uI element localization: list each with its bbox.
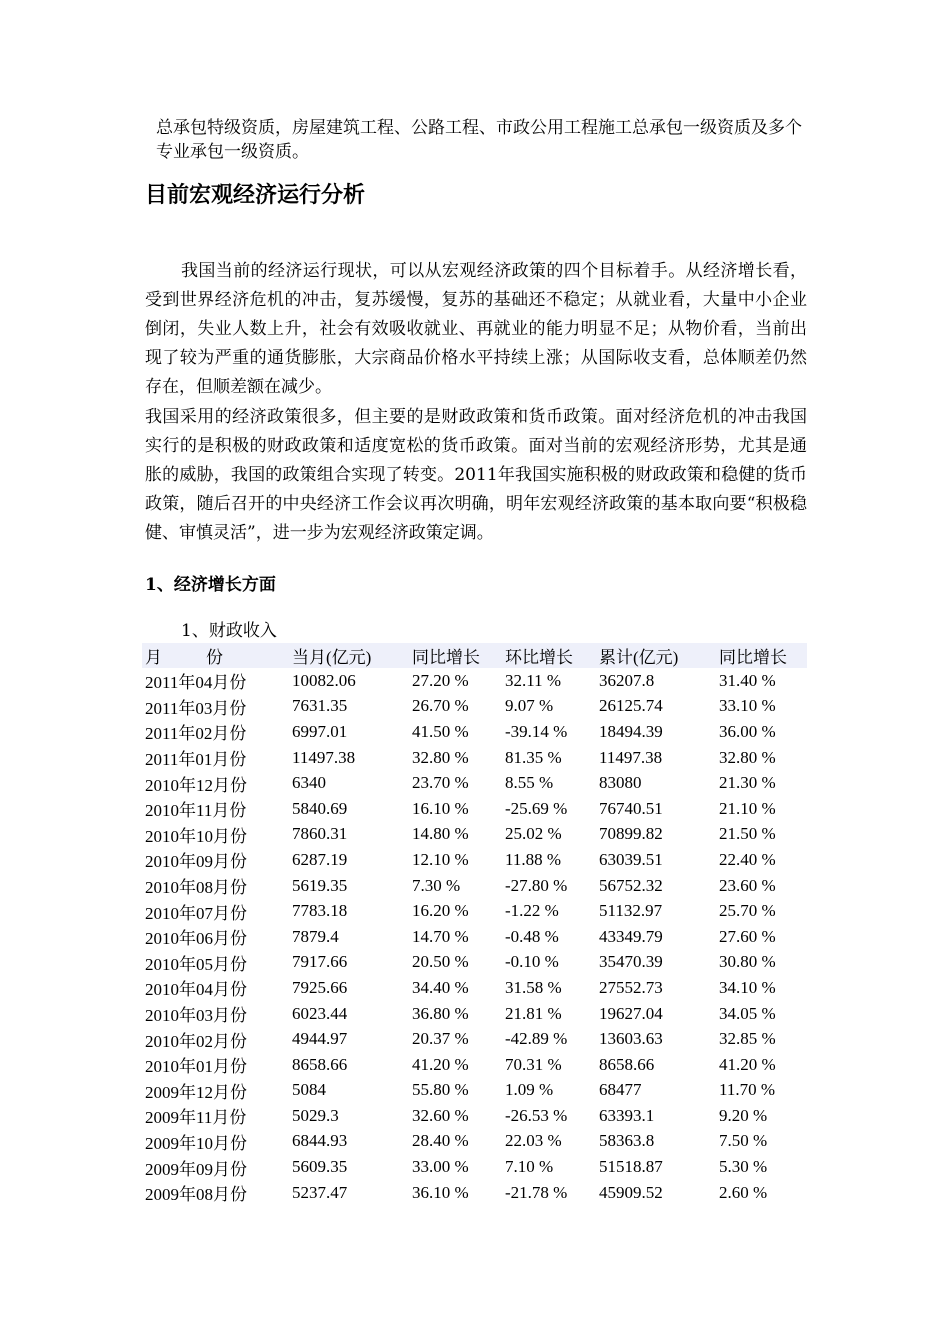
header-month	[142, 643, 289, 668]
cell-mom: 9.07 %	[505, 696, 554, 716]
cell-mom: -0.48 %	[505, 926, 559, 946]
cell-month: 2011年03月份	[145, 698, 247, 718]
cell-mom: 22.03 %	[505, 1131, 562, 1151]
cell-mom: 1.09 %	[505, 1080, 554, 1100]
cell-current: 5084	[292, 1080, 326, 1100]
cell-month: 2010年11月份	[145, 801, 247, 821]
cell-month: 2009年12月份	[145, 1082, 247, 1102]
cell-yoy: 27.20 %	[412, 670, 469, 690]
cell-current: 5029.3	[292, 1105, 339, 1125]
cell-yoy: 20.50 %	[412, 952, 469, 972]
cell-yoy: 55.80 %	[412, 1080, 469, 1100]
cell-cumulative: 58363.8	[599, 1131, 655, 1151]
table-row	[142, 745, 807, 771]
cell-mom: -0.10 %	[505, 952, 559, 972]
cell-yoy: 16.10 %	[412, 798, 469, 818]
cell-current: 7879.4	[292, 926, 339, 946]
cell-month: 2010年03月份	[145, 1006, 247, 1026]
cell-cumulative-yoy: 21.50 %	[719, 824, 776, 844]
cell-cumulative: 70899.82	[599, 824, 663, 844]
cell-cumulative-yoy: 41.20 %	[719, 1054, 776, 1074]
cell-mom: 81.35 %	[505, 747, 562, 767]
header-month-b: 份	[206, 648, 223, 667]
cell-cumulative: 8658.66	[599, 1054, 655, 1074]
header-current: 当月(亿元)	[292, 648, 372, 667]
cell-mom: 21.81 %	[505, 1003, 562, 1023]
cell-cumulative: 26125.74	[599, 696, 663, 716]
cell-mom: -1.22 %	[505, 901, 559, 921]
cell-month: 2011年04月份	[145, 673, 247, 693]
cell-current: 11497.38	[292, 747, 356, 767]
cell-cumulative: 68477	[599, 1080, 642, 1100]
cell-month: 2009年11月份	[145, 1108, 247, 1128]
table-row	[142, 770, 807, 796]
cell-month: 2010年09月份	[145, 852, 247, 872]
cell-yoy: 41.50 %	[412, 721, 469, 741]
cell-current: 6997.01	[292, 721, 348, 741]
cell-current: 5609.35	[292, 1157, 348, 1177]
cell-month: 2009年09月份	[145, 1159, 247, 1179]
cell-month: 2010年01月份	[145, 1057, 247, 1077]
table-row	[142, 898, 807, 924]
cell-month: 2010年08月份	[145, 878, 247, 898]
cell-cumulative-yoy: 9.20 %	[719, 1105, 768, 1125]
cell-current: 4944.97	[292, 1029, 348, 1049]
cell-current: 5619.35	[292, 875, 348, 895]
cell-cumulative-yoy: 21.10 %	[719, 798, 776, 818]
paragraph-economic-status: 我国当前的经济运行现状，可以从宏观经济政策的四个目标着手。从经济增长看，受到世界经济危机的冲击，复苏缓慢，复苏的基础还不稳定；从就业看，大量中小企业倒闭，失业人数上升，社会有效吸收就业、再就业的能力明显不足；从物价看，当前出现了较为严重的通货膨胀，大宗商品价格水平持续上涨；从国际收支看，总体顺差仍然存在，但顺差额在减少。	[145, 261, 807, 397]
cell-mom: -42.89 %	[505, 1029, 568, 1049]
cell-mom: 32.11 %	[505, 670, 562, 690]
table-row	[142, 1001, 807, 1027]
cell-month: 2010年02月份	[145, 1031, 247, 1051]
cell-month: 2010年04月份	[145, 980, 247, 1000]
paragraph-economic-policy: 我国采用的经济政策很多，但主要的是财政政策和货币政策。面对经济危机的冲击我国实行的是积极的财政政策和适度宽松的货币政策。面对当前的宏观经济形势，尤其是通胀的威胁，我国的政策组合实现了转变。2011年我国实施积极的财政政策和稳健的货币政策，随后召开的中央经济工作会议再次明确，明年宏观经济政策的基本取向要“积极稳健、审慎灵活”，进一步为宏观经济政策定调。	[145, 407, 807, 543]
header-yoy: 同比增长	[412, 648, 480, 667]
cell-month: 2011年01月份	[145, 750, 247, 770]
cell-cumulative: 27552.73	[599, 977, 663, 997]
cell-month: 2010年05月份	[145, 954, 247, 974]
cell-cumulative-yoy: 5.30 %	[719, 1157, 768, 1177]
cell-cumulative-yoy: 36.00 %	[719, 721, 776, 741]
cell-cumulative: 11497.38	[599, 747, 663, 767]
cell-mom: -39.14 %	[505, 721, 568, 741]
table-row	[142, 1052, 807, 1078]
cell-cumulative: 43349.79	[599, 926, 663, 946]
cell-cumulative-yoy: 23.60 %	[719, 875, 776, 895]
header-month-a: 月	[145, 648, 162, 667]
cell-month: 2009年08月份	[145, 1185, 247, 1205]
cell-mom: 25.02 %	[505, 824, 562, 844]
cell-mom: -27.80 %	[505, 875, 568, 895]
cell-cumulative: 51132.97	[599, 901, 663, 921]
cell-current: 7631.35	[292, 696, 348, 716]
cell-yoy: 33.00 %	[412, 1157, 469, 1177]
cell-cumulative: 76740.51	[599, 798, 663, 818]
table-row	[142, 950, 807, 976]
table-row	[142, 1103, 807, 1129]
cell-current: 6340	[292, 773, 326, 793]
cell-month: 2010年12月份	[145, 775, 247, 795]
cell-current: 7925.66	[292, 977, 348, 997]
cell-cumulative-yoy: 11.70 %	[719, 1080, 776, 1100]
table-row	[142, 668, 807, 694]
cell-cumulative-yoy: 27.60 %	[719, 926, 776, 946]
table-row	[142, 1180, 807, 1206]
cell-cumulative: 63039.51	[599, 849, 663, 869]
cell-yoy: 28.40 %	[412, 1131, 469, 1151]
cell-yoy: 41.20 %	[412, 1054, 469, 1074]
cell-yoy: 34.40 %	[412, 977, 469, 997]
cell-cumulative: 51518.87	[599, 1157, 663, 1177]
cell-cumulative-yoy: 32.80 %	[719, 747, 776, 767]
cell-mom: -21.78 %	[505, 1182, 568, 1202]
cell-mom: -26.53 %	[505, 1105, 568, 1125]
cell-mom: 11.88 %	[505, 849, 562, 869]
intro-paragraph: 总承包特级资质，房屋建筑工程、公路工程、市政公用工程施工总承包一级资质及多个专业承包一级资质。	[156, 118, 802, 162]
cell-cumulative: 19627.04	[599, 1003, 663, 1023]
cell-cumulative-yoy: 32.85 %	[719, 1029, 776, 1049]
cell-month: 2011年02月份	[145, 724, 247, 744]
table-row	[142, 847, 807, 873]
cell-mom: 31.58 %	[505, 977, 562, 997]
cell-cumulative: 36207.8	[599, 670, 655, 690]
cell-yoy: 36.10 %	[412, 1182, 469, 1202]
cell-yoy: 32.80 %	[412, 747, 469, 767]
table-row	[142, 975, 807, 1001]
cell-cumulative-yoy: 22.40 %	[719, 849, 776, 869]
cell-cumulative-yoy: 2.60 %	[719, 1182, 768, 1202]
table-body	[142, 668, 807, 1205]
cell-mom: -25.69 %	[505, 798, 568, 818]
cell-current: 6844.93	[292, 1131, 348, 1151]
section-title: 目前宏观经济运行分析	[145, 183, 366, 208]
cell-yoy: 32.60 %	[412, 1105, 469, 1125]
cell-current: 7783.18	[292, 901, 348, 921]
cell-current: 6023.44	[292, 1003, 348, 1023]
cell-cumulative: 83080	[599, 773, 642, 793]
cell-current: 8658.66	[292, 1054, 348, 1074]
cell-month: 2010年06月份	[145, 929, 247, 949]
cell-current: 5237.47	[292, 1182, 348, 1202]
cell-yoy: 23.70 %	[412, 773, 469, 793]
cell-cumulative-yoy: 30.80 %	[719, 952, 776, 972]
header-cumulative-yoy: 同比增长	[719, 648, 787, 667]
fiscal-revenue-table	[142, 643, 807, 1205]
table-header-row	[142, 643, 807, 668]
cell-cumulative: 56752.32	[599, 875, 663, 895]
table-row	[142, 1154, 807, 1180]
table-row	[142, 1078, 807, 1104]
subsection-title: 1、经济增长方面	[145, 575, 276, 595]
cell-cumulative: 45909.52	[599, 1182, 663, 1202]
cell-month: 2009年10月份	[145, 1133, 247, 1153]
cell-yoy: 20.37 %	[412, 1029, 469, 1049]
table-row	[142, 719, 807, 745]
cell-cumulative-yoy: 33.10 %	[719, 696, 776, 716]
cell-current: 6287.19	[292, 849, 348, 869]
cell-month: 2010年07月份	[145, 903, 247, 923]
table-caption: 1、财政收入	[181, 621, 277, 641]
table-row	[142, 873, 807, 899]
header-mom: 环比增长	[505, 648, 573, 667]
cell-cumulative-yoy: 34.05 %	[719, 1003, 776, 1023]
table-row	[142, 1026, 807, 1052]
cell-yoy: 7.30 %	[412, 875, 461, 895]
cell-month: 2010年10月份	[145, 826, 247, 846]
cell-current: 7860.31	[292, 824, 348, 844]
cell-yoy: 26.70 %	[412, 696, 469, 716]
cell-mom: 70.31 %	[505, 1054, 562, 1074]
cell-mom: 7.10 %	[505, 1157, 554, 1177]
cell-cumulative: 18494.39	[599, 721, 663, 741]
cell-cumulative-yoy: 21.30 %	[719, 773, 776, 793]
cell-cumulative-yoy: 25.70 %	[719, 901, 776, 921]
cell-current: 10082.06	[292, 670, 356, 690]
cell-cumulative: 13603.63	[599, 1029, 663, 1049]
cell-cumulative-yoy: 31.40 %	[719, 670, 776, 690]
cell-cumulative: 63393.1	[599, 1105, 655, 1125]
cell-mom: 8.55 %	[505, 773, 554, 793]
table-row	[142, 1129, 807, 1155]
cell-cumulative-yoy: 34.10 %	[719, 977, 776, 997]
cell-cumulative: 35470.39	[599, 952, 663, 972]
table-row	[142, 694, 807, 720]
cell-current: 5840.69	[292, 798, 348, 818]
cell-cumulative-yoy: 7.50 %	[719, 1131, 768, 1151]
header-cumulative: 累计(亿元)	[599, 648, 679, 667]
table-row	[142, 796, 807, 822]
cell-yoy: 36.80 %	[412, 1003, 469, 1023]
table-row	[142, 924, 807, 950]
table-row	[142, 822, 807, 848]
cell-yoy: 16.20 %	[412, 901, 469, 921]
cell-yoy: 12.10 %	[412, 849, 469, 869]
cell-yoy: 14.70 %	[412, 926, 469, 946]
cell-yoy: 14.80 %	[412, 824, 469, 844]
cell-current: 7917.66	[292, 952, 348, 972]
